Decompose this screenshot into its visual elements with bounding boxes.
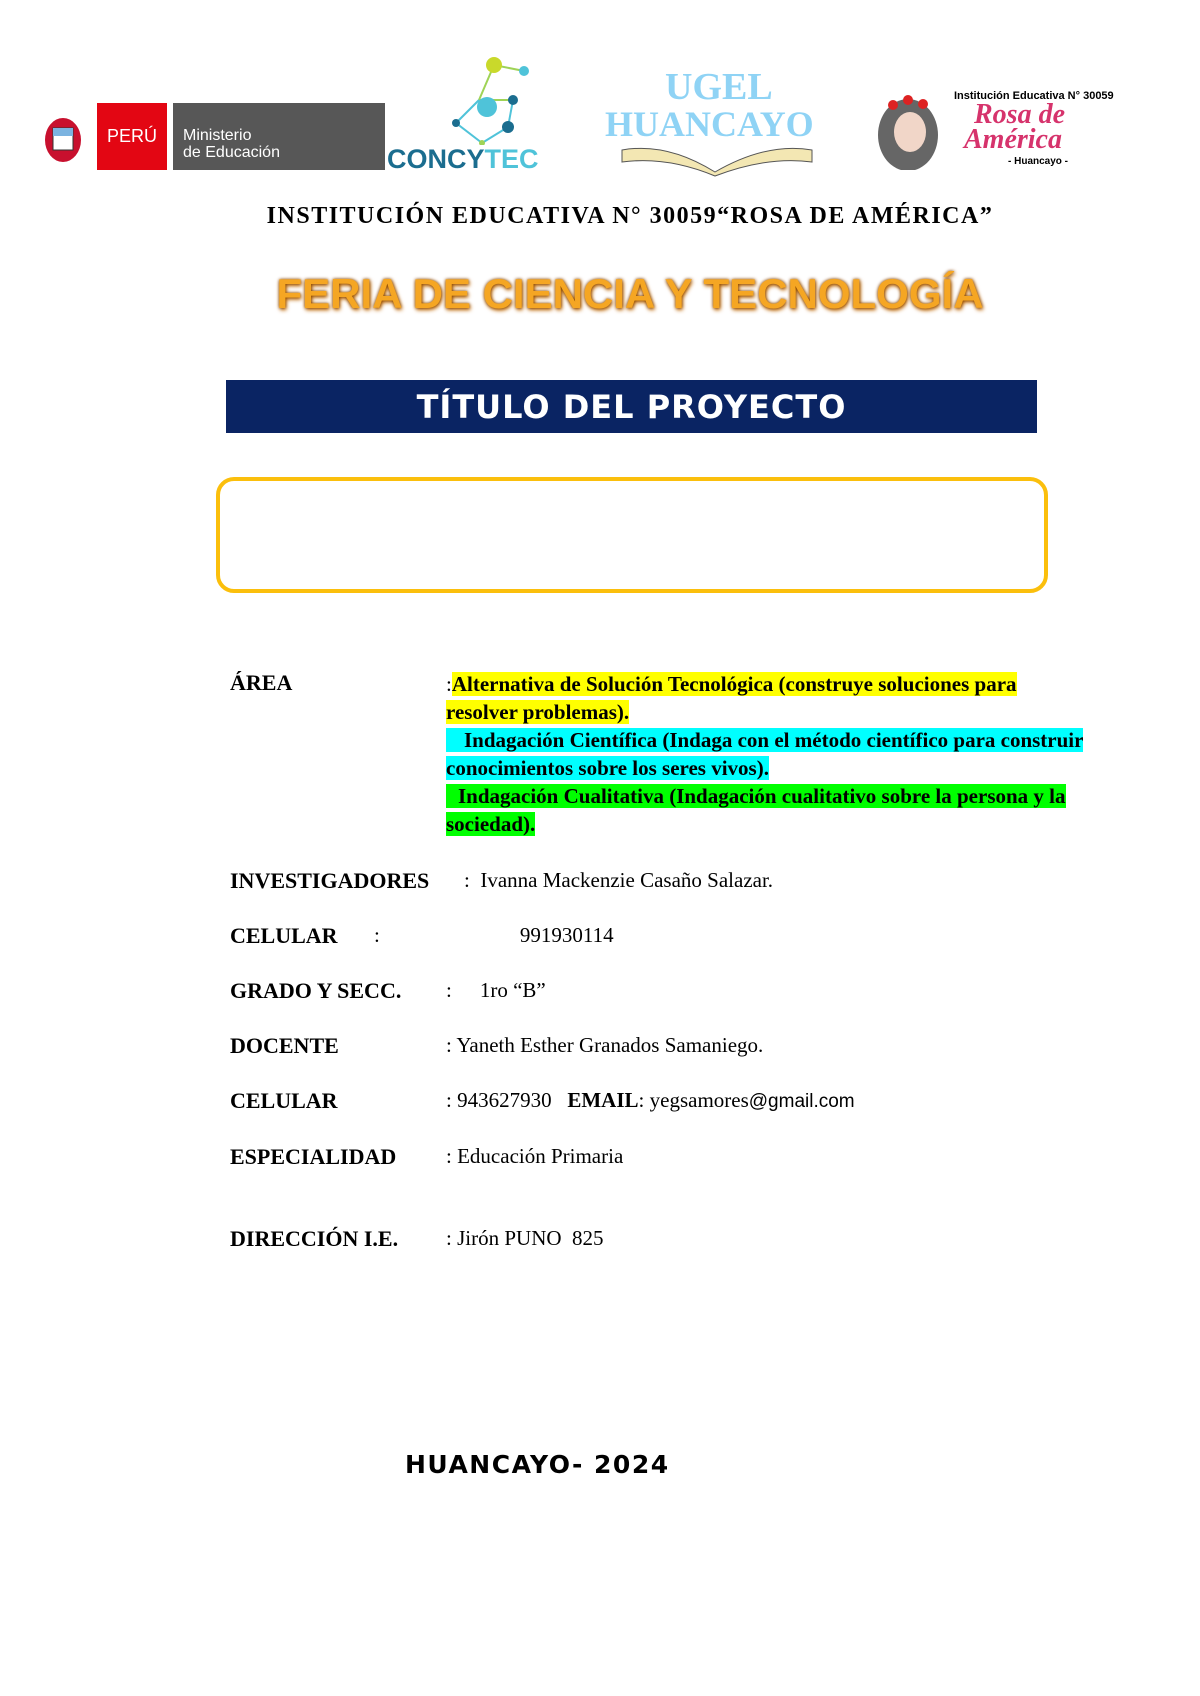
peru-logo: PERÚ	[97, 103, 167, 170]
celular-docente-value: : 943627930 EMAIL: yegsamores@gmail.com	[446, 1088, 855, 1112]
area-option-cientifica: Indagación Científica (Indaga con el método científico para construir conocimientos sobre los seres vivos).	[446, 728, 1084, 780]
concytec-logo: CONCYTEC	[387, 55, 592, 170]
area-option-cualitativa: Indagación Cualitativa (Indagación cualitativo sobre la persona y la sociedad).	[446, 784, 1066, 836]
investigadores-label: INVESTIGADORES	[230, 868, 430, 893]
institution-name: INSTITUCIÓN EDUCATIVA N° 30059“ROSA DE AMÉRICA”	[266, 203, 994, 229]
ministerio-logo: Ministerio de Educación	[173, 103, 385, 170]
grado-value: : 1ro “B”	[446, 978, 546, 1002]
area-option-tecnologica: Alternativa de Solución Tecnológica (construye soluciones para resolver problemas).	[446, 672, 1017, 724]
fair-title: FERIA DE CIENCIA Y TECNOLOGÍA	[276, 270, 984, 317]
area-label: ÁREA	[230, 670, 293, 695]
saint-portrait-icon	[868, 90, 948, 170]
direccion-value: : Jirón PUNO 825	[446, 1226, 604, 1250]
rosa-de-america-logo: Institución Educativa N° 30059 Rosa de América - Huancayo -	[868, 90, 1158, 175]
especialidad-label: ESPECIALIDAD	[230, 1144, 397, 1169]
docente-label: DOCENTE	[230, 1033, 339, 1058]
especialidad-value: : Educación Primaria	[446, 1144, 624, 1168]
celular-label: CELULAR	[230, 923, 338, 948]
celular-docente-label: CELULAR	[230, 1088, 338, 1113]
celular-value: : 991930114	[374, 923, 614, 947]
peru-coat-of-arms-icon	[38, 108, 88, 166]
ugel-huancayo-logo: UGEL HUANCAYO	[605, 68, 835, 178]
footer-city-year: HUANCAYO- 2024	[405, 1450, 670, 1479]
project-title-banner: TÍTULO DEL PROYECTO	[226, 380, 1037, 433]
open-book-icon	[617, 142, 817, 178]
project-title-input-box[interactable]	[216, 477, 1048, 593]
area-values: :Alternativa de Solución Tecnológica (construye soluciones para resolver problemas). Indagación Científica (Indaga con el método científico para construir conocimientos sobre los seres vivos). Indagación Cualitativa (Indagación cualitativo sobre la persona y la sociedad).	[446, 672, 1084, 836]
investigadores-value: : Ivanna Mackenzie Casaño Salazar.	[464, 868, 774, 892]
network-icon	[387, 55, 592, 145]
docente-value: : Yaneth Esther Granados Samaniego.	[446, 1033, 764, 1057]
direccion-label: DIRECCIÓN I.E.	[230, 1226, 399, 1251]
grado-label: GRADO Y SECC.	[230, 978, 402, 1003]
email-value: yegsamores	[649, 1088, 749, 1112]
